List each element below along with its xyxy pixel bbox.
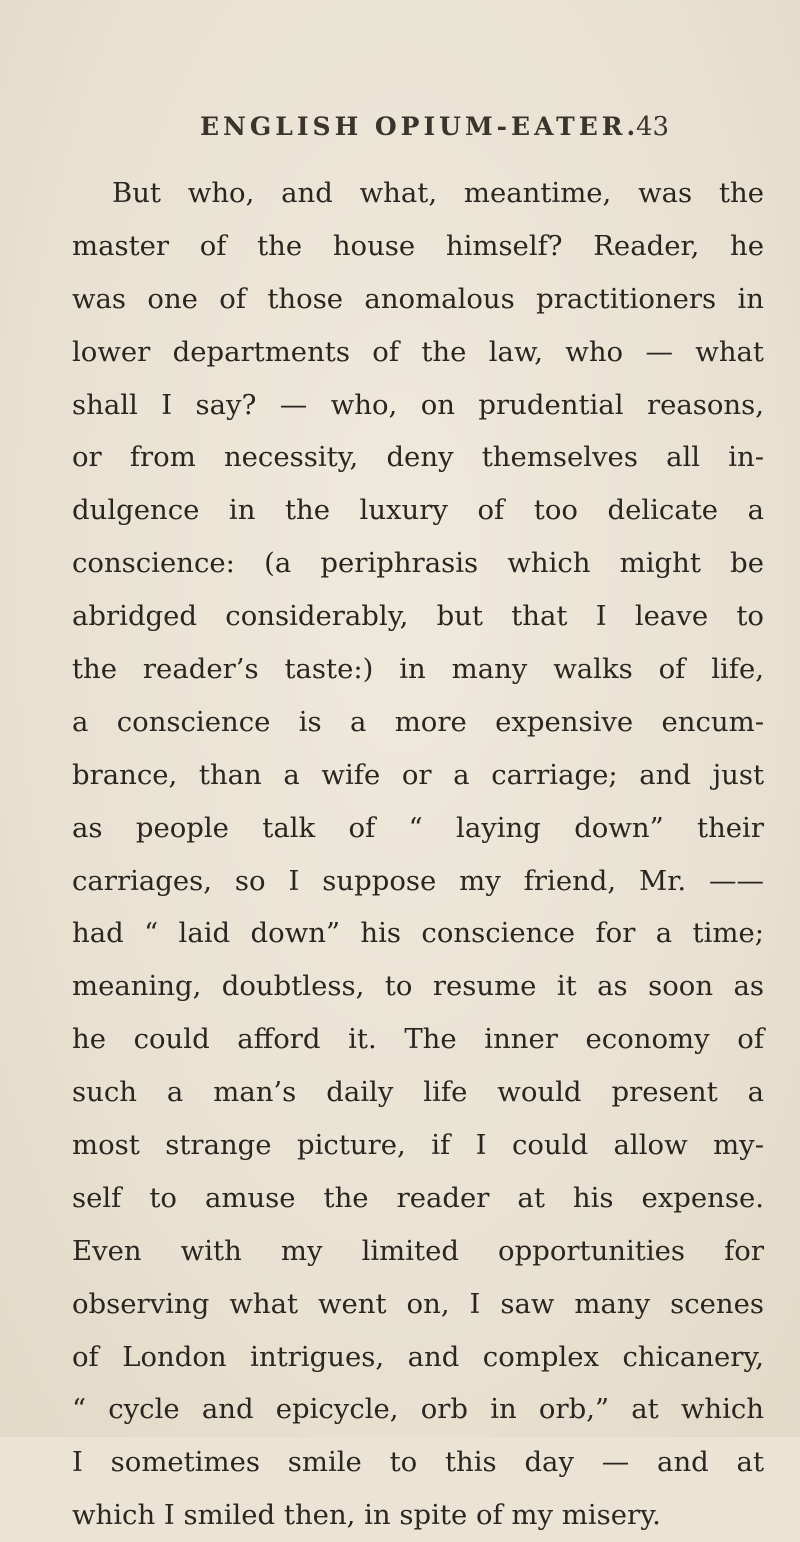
text-line: such a man’s daily life would present a (72, 1076, 764, 1109)
text-line: master of the house himself? Reader, he (72, 229, 764, 262)
text-line: had “ laid down” his conscience for a time; (72, 917, 764, 950)
text-line: meaning, doubtless, to resume it as soon as (72, 970, 764, 1003)
text-line: a conscience is a more expensive encum- (72, 705, 764, 738)
text-line: abridged considerably, but that I leave to (72, 600, 764, 633)
text-line: self to amuse the reader at his expense. (72, 1181, 764, 1214)
page-number: 43 (636, 112, 670, 142)
text-line: observing what went on, I saw many scenes (72, 1287, 764, 1320)
text-line: But who, and what, meantime, was the (112, 177, 764, 209)
text-line: or from necessity, deny themselves all in- (72, 441, 764, 474)
text-line: shall I say? — who, on prudential reasons, (72, 388, 764, 421)
text-line: dulgence in the luxury of too delicate a (72, 494, 764, 527)
body-text (72, 167, 764, 1542)
text-line: as people talk of “ laying down” their (72, 811, 764, 844)
text-line: lower departments of the law, who — what (72, 335, 764, 368)
text-line: of London intrigues, and complex chicanery, (72, 1340, 764, 1373)
text-line: I sometimes smile to this day — and at (72, 1446, 764, 1479)
running-title: ENGLISH OPIUM-EATER. (200, 112, 640, 141)
text-line: was one of those anomalous practitioners in (72, 282, 764, 315)
text-line: which I smiled then, in spite of my misery. (72, 1499, 661, 1532)
text-line: Even with my limited opportunities for (72, 1234, 764, 1267)
running-head (0, 112, 800, 152)
text-line: “ cycle and epicycle, orb in orb,” at which (72, 1393, 764, 1426)
text-line: most strange picture, if I could allow my- (72, 1129, 764, 1162)
text-line: carriages, so I suppose my friend, Mr. —— (72, 864, 764, 897)
text-line: the reader’s taste:) in many walks of life, (72, 653, 764, 686)
text-line: brance, than a wife or a carriage; and just (72, 758, 764, 791)
text-line: he could afford it. The inner economy of (72, 1023, 764, 1056)
text-line: conscience: (a periphrasis which might be (72, 547, 764, 580)
